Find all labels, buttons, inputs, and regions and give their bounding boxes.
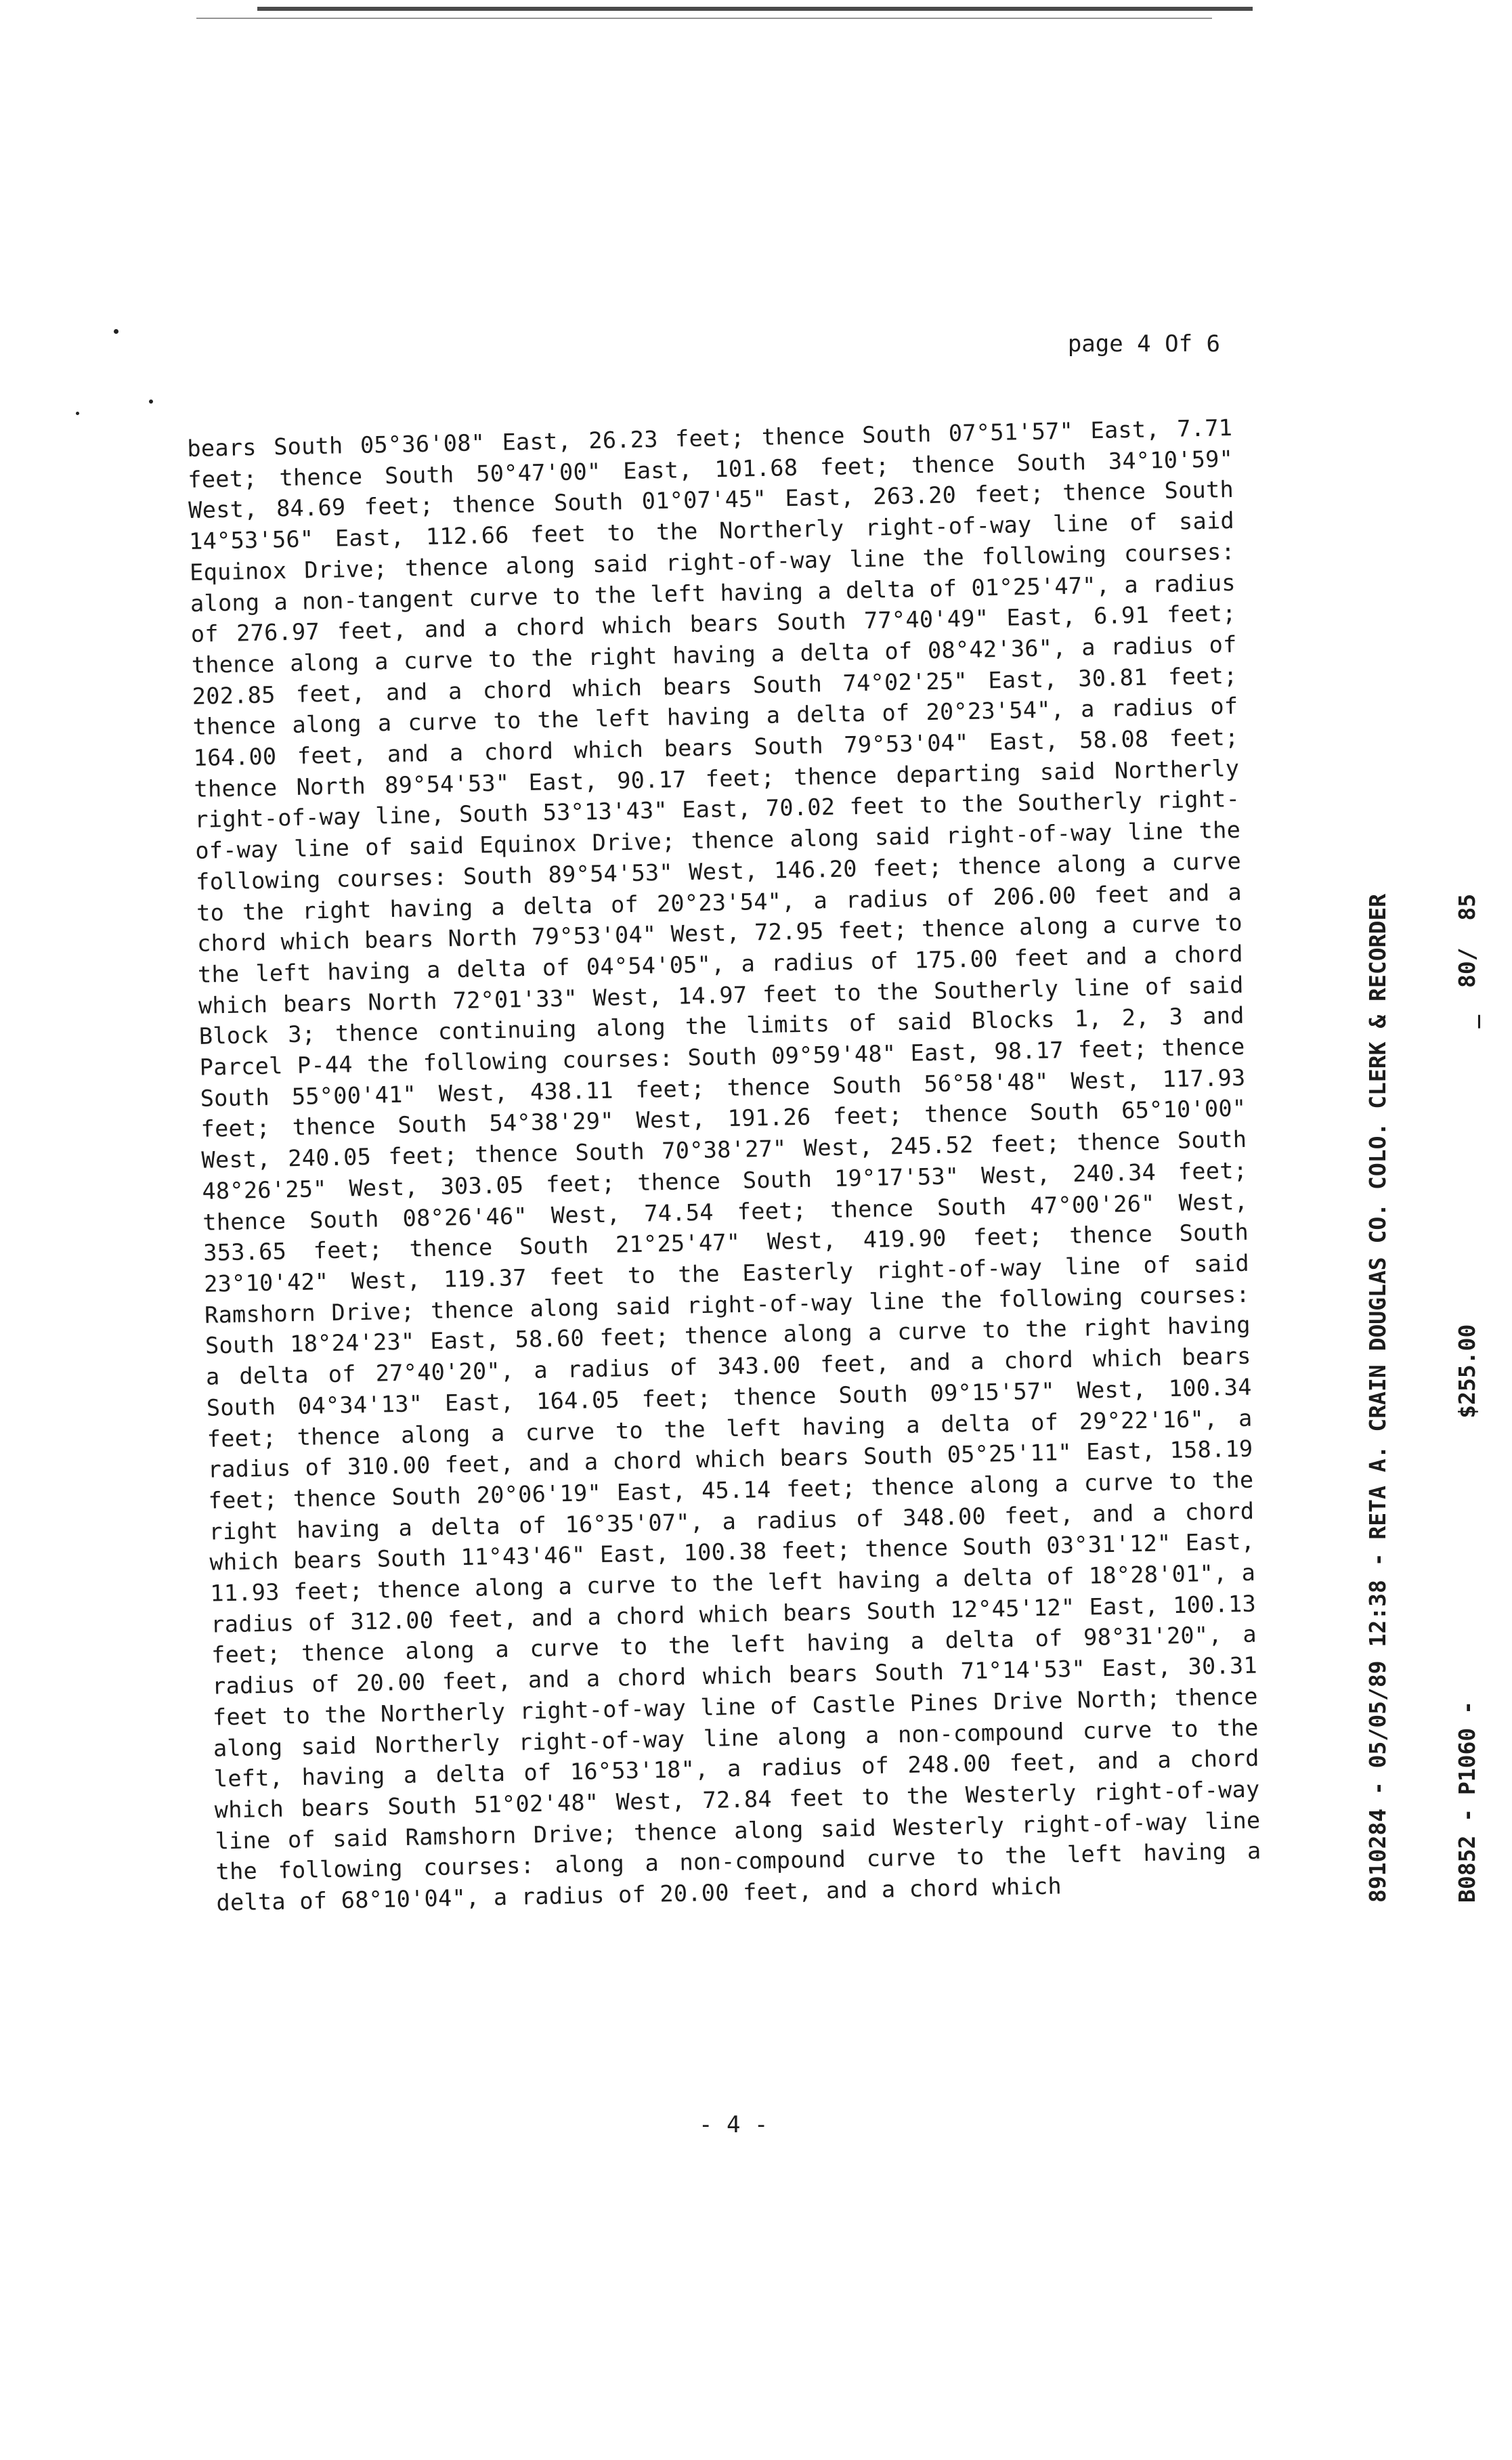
- scan-speck: [149, 400, 153, 404]
- recording-stamp: [1303, 576, 1512, 1903]
- scan-speck: [114, 329, 118, 334]
- page-number: - 4 -: [699, 2111, 769, 2138]
- scan-top-rule-faint: [196, 18, 1212, 19]
- recording-stamp-line-1: 8910284 - 05/05/89 12:38 - RETA A. CRAIN DOUGLAS CO. COLO. CLERK & RECORDER: [1364, 893, 1391, 1903]
- scan-top-rule: [257, 7, 1253, 11]
- page-indicator: page 4 Of 6: [1067, 330, 1220, 358]
- scan-speck: [76, 412, 79, 415]
- legal-description-text: bears South 05°36'08" East, 26.23 feet; thence South 07°51'57" East, 7.71 feet; thence South 50°47'00" East, 101.68 feet; thence South 34°10'59" West, 84.69 feet; thence South 01°07'45" East, 263.20 feet; thence South 14°53'56" East, 112.66 feet to the Northerly right-of-way line of said Equinox Drive; thence along said right-of-way line the following courses: along a non-tangent curve to the left having a delta of 01°25'47", a radius of 276.97 feet, and a chord which bears South 77°40'49" East, 6.91 feet; thence along a curve to the right having a delta of 08°42'36", a radius of 202.85 feet, and a chord which bears South 74°02'25" East, 30.81 feet; thence along a curve to the left having a delta of 20°23'54", a radius of 164.00 feet, and a chord which bears South 79°53'04" East, 58.08 feet; thence North 89°54'53" East, 90.17 feet; thence departing said Northerly right-of-way line, South 53°13'43" East, 70.02 feet to the Southerly right-of-way line of said Equinox Drive; thence along said right-of-way line the following courses: South 89°54'53" West, 146.20 feet; thence along a curve to the right having a delta of 20°23'54", a radius of 206.00 feet and a chord which bears North 79°53'04" West, 72.95 feet; thence along a curve to the left having a delta of 04°54'05", a radius of 175.00 feet and a chord which bears North 72°01'33" West, 14.97 feet to the Southerly line of said Block 3; thence continuing along the limits of said Blocks 1, 2, 3 and Parcel P-44 the following courses: South 09°59'48" East, 98.17 feet; thence South 55°00'41" West, 438.11 feet; thence South 56°58'48" West, 117.93 feet; thence South 54°38'29" West, 191.26 feet; thence South 65°10'00" West, 240.05 feet; thence South 70°38'27" West, 245.52 feet; thence South 48°26'25" West, 303.05 feet; thence South 19°17'53" West, 240.34 feet; thence South 08°26'46" West, 74.54 feet; thence South 47°00'26" West, 353.65 feet; thence South 21°25'47" West, 419.90 feet; thence South 23°10'42" West, 119.37 feet to the Easterly right-of-way line of said Ramshorn Drive; thence along said right-of-way line the following courses: South 18°24'23" East, 58.60 feet; thence along a curve to the right having a delta of 27°40'20", a radius of 343.00 feet, and a chord which bears South 04°34'13" East, 164.05 feet; thence South 09°15'57" West, 100.34 feet; thence along a curve to the left having a delta of 29°22'16", a radius of 310.00 feet, and a chord which bears South 05°25'11" East, 158.19 feet; thence South 20°06'19" East, 45.14 feet; thence along a curve to the right having a delta of 16°35'07", a radius of 348.00 feet, and a chord which bears South 11°43'46" East, 100.38 feet; thence South 03°31'12" East, 11.93 feet; thence along a curve to the left having a delta of 18°28'01", a radius of 312.00 feet, and a chord which bears South 12°45'12" East, 100.13 feet; thence along a curve to the left having a delta of 98°31'20", a radius of 20.00 feet, and a chord which bears South 71°14'53" East, 30.31 feet to the Northerly right-of-way line of Castle Pines Drive North; thence along said Northerly right-of-way line along a non-compound curve to the left, having a delta of 16°53'18", a radius of 248.00 feet, and a chord which bears South 51°02'48" West, 72.84 feet to the Westerly right-of-way line of said Ramshorn Drive; thence along said Westerly right-of-way line the following courses: along a non-compound curve to the left having a delta of 68°10'04", a radius of 20.00 feet, and a chord which: [187, 414, 1261, 1916]
- recording-stamp-line-2: B0852 - P1060 - $255.00 _ 80/ 85: [1454, 893, 1480, 1903]
